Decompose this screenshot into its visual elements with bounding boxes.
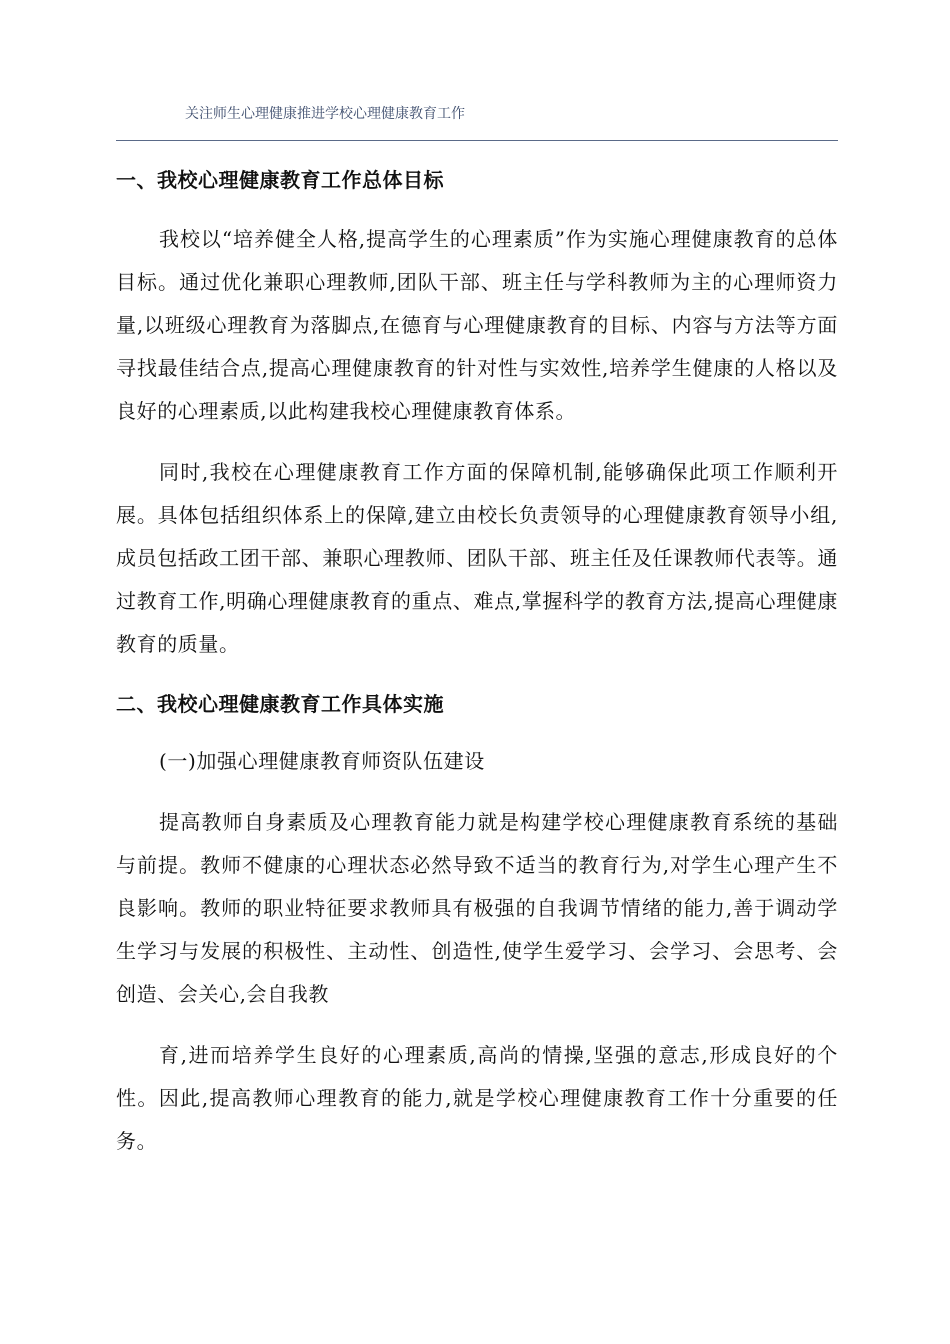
section-heading-1: 一、我校心理健康教育工作总体目标 bbox=[116, 168, 444, 192]
page-header-title: 关注师生心理健康推进学校心理健康教育工作 bbox=[185, 106, 465, 122]
paragraph: 同时,我校在心理健康教育工作方面的保障机制,能够确保此项工作顺利开展。具体包括组织体系上的保障,建立由校长负责领导的心理健康教育领导小组,成员包括政工团干部、兼职心理教师、团队干部、班主任及任课教师代表等。通过教育工作,明确心理健康教育的重点、难点,掌握科学的教育方法,提高心理健康教育的质量。 bbox=[116, 460, 838, 656]
paragraph: 育,进而培养学生良好的心理素质,高尚的情操,坚强的意志,形成良好的个性。因此,提高教师心理教育的能力,就是学校心理健康教育工作十分重要的任务。 bbox=[116, 1043, 838, 1153]
section-heading-2: 二、我校心理健康教育工作具体实施 bbox=[116, 692, 444, 716]
subsection-heading: (一)加强心理健康教育师资队伍建设 bbox=[159, 749, 485, 773]
document-body bbox=[116, 162, 838, 1163]
header-divider bbox=[116, 140, 838, 141]
paragraph: 提高教师自身素质及心理教育能力就是构建学校心理健康教育系统的基础与前提。教师不健康的心理状态必然导致不适当的教育行为,对学生心理产生不良影响。教师的职业特征要求教师具有极强的自我调节情绪的能力,善于调动学生学习与发展的积极性、主动性、创造性,使学生爱学习、会学习、会思考、会创造、会关心,会自我教 bbox=[116, 810, 838, 1006]
paragraph: 我校以“培养健全人格,提高学生的心理素质”作为实施心理健康教育的总体目标。通过优化兼职心理教师,团队干部、班主任与学科教师为主的心理师资力量,以班级心理教育为落脚点,在德育与心理健康教育的目标、内容与方法等方面寻找最佳结合点,提高心理健康教育的针对性与实效性,培养学生健康的人格以及良好的心理素质,以此构建我校心理健康教育体系。 bbox=[116, 227, 838, 423]
